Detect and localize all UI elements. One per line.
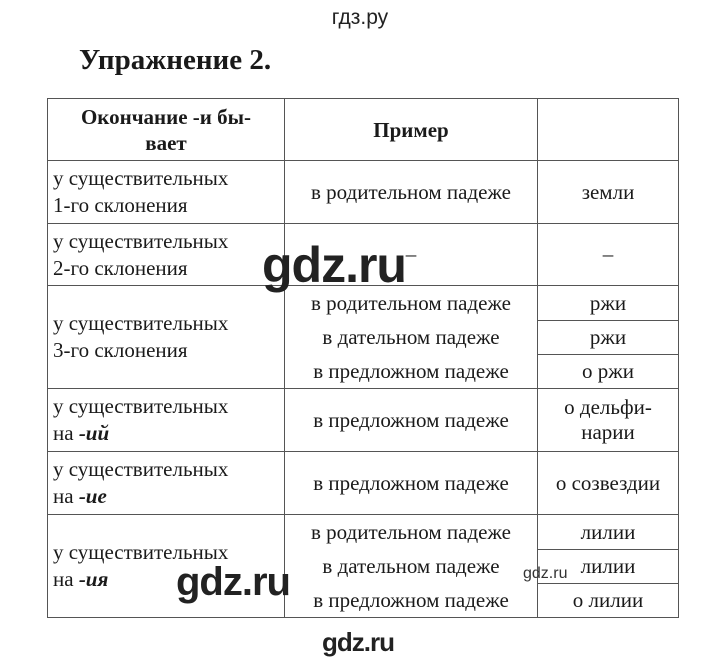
noun-group-cell: у существительных на -ий (48, 389, 285, 452)
header-example: Пример (285, 99, 538, 161)
exercise-title: Упражнение 2. (79, 44, 272, 76)
case-cell: в предложном падеже (285, 389, 538, 452)
watermark: gdz.ru (523, 565, 568, 582)
case-cell: – (285, 224, 538, 286)
case-cell: в родительном падеже в дательном падеже в предложном падеже (285, 515, 538, 618)
table-row (48, 452, 679, 515)
case-cell: в предложном падеже (285, 452, 538, 515)
endings-table (47, 98, 679, 618)
table-header-row (48, 99, 679, 161)
noun-group-cell: у существительных на -ия (48, 515, 285, 618)
example-word-cell: ржи ржи о ржи (538, 286, 679, 389)
ending-highlight: -ия (78, 567, 109, 591)
header-empty (538, 99, 679, 161)
noun-group-cell: у существительных 2-го склонения (48, 224, 285, 286)
table-row (48, 286, 679, 389)
table-row (48, 515, 679, 618)
watermark: gdz.ru (322, 627, 394, 657)
case-cell: в родительном падеже (285, 161, 538, 224)
example-word-cell: земли (538, 161, 679, 224)
example-word-cell: – (538, 224, 679, 286)
table-row (48, 161, 679, 224)
site-header: гдз.ру (331, 6, 389, 29)
header-ending: Окончание -и бы- вает (48, 99, 285, 161)
watermark: gdz.ru (176, 560, 290, 604)
case-cell: в родительном падеже в дательном падеже в предложном падеже (285, 286, 538, 389)
watermark: gdz.ru (262, 237, 406, 293)
ending-highlight: -ий (78, 421, 110, 445)
example-word-cell: о созвездии (538, 452, 679, 515)
example-word-cell: о дельфи- нарии (538, 389, 679, 452)
example-word-cell: лилии лилии о лилии (538, 515, 679, 618)
noun-group-cell: у существительных 1-го склонения (48, 161, 285, 224)
noun-group-cell: у существительных 3-го склонения (48, 286, 285, 389)
table-row (48, 389, 679, 452)
noun-group-cell: у существительных на -ие (48, 452, 285, 515)
ending-highlight: -ие (78, 484, 107, 508)
